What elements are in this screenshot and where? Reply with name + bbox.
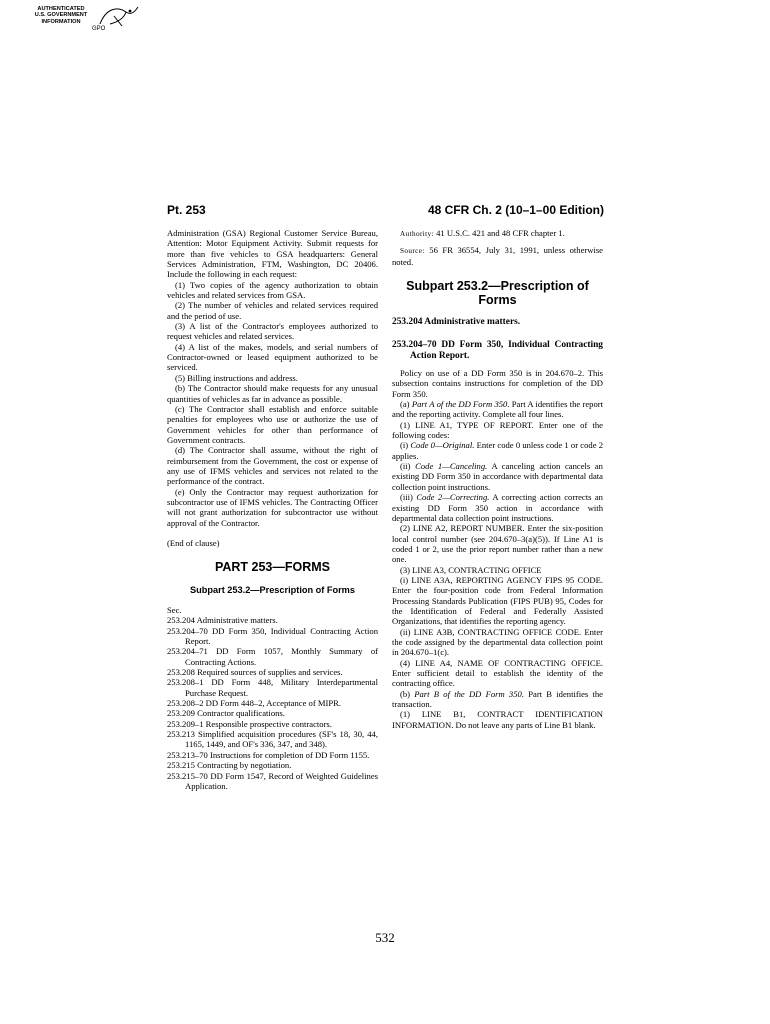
section-heading: 253.204–70 DD Form 350, Individual Contracting Action Report. [392, 340, 603, 362]
paragraph-text: Part A identifies the report and the reporting activity. Complete all four lines. [392, 399, 604, 420]
paragraph: (e) Only the Contractor may request authorization for subcontractor use of IFMS vehicles. The Contracting Officer will not grant authorization for subcontractor use without approval of the Contractor. [167, 486, 378, 528]
paragraph: (ii) LINE A3B, CONTRACTING OFFICE CODE. Enter the code assigned by the departmental data collection point in 204.670–1(c). [392, 626, 603, 658]
paragraph [392, 689, 603, 710]
subpart-title: Subpart 253.2—Prescription of Forms [406, 279, 589, 308]
running-header-part: Pt. 253 [167, 203, 206, 217]
end-of-clause: (End of clause) [167, 537, 220, 548]
source-note [392, 245, 603, 267]
page-number: 532 [375, 930, 395, 945]
toc-entry[interactable]: 253.213–70 Instructions for completion of DD Form 1155. [167, 749, 370, 760]
paragraph [392, 492, 603, 523]
paragraph: Administration (GSA) Regional Customer Service Bureau, Attention: Motor Equipment Activity. Submit requests for more than five vehicles to GSA headquarters: General Services Administration, FTM, Washington, DC 20406. Include the following in each request: [167, 228, 378, 280]
right-column [392, 228, 603, 730]
paragraph-prefix: (iii) [400, 492, 417, 503]
paragraph [392, 399, 603, 420]
toc-entry[interactable]: 253.208 Required sources of supplies and services. [167, 667, 343, 678]
gpo-logo-line: INFORMATION [41, 18, 81, 25]
paragraph: (3) LINE A3, CONTRACTING OFFICE [400, 564, 542, 575]
toc-entry[interactable]: 253.215 Contracting by negotiation. [167, 760, 292, 771]
toc-entry[interactable]: 253.204–70 DD Form 350, Individual Contracting Action Report. [167, 625, 378, 647]
paragraph-heading: Part A of the DD Form 350. [411, 399, 510, 410]
left-column [167, 228, 378, 791]
paragraph-prefix: (b) [400, 688, 415, 699]
toc-entry[interactable]: 253.215–70 DD Form 1547, Record of Weighted Guidelines Application. [167, 770, 378, 791]
paragraph: (1) LINE A1, TYPE OF REPORT. Enter one of the following codes: [392, 419, 603, 441]
gpo-logo-line: U.S. GOVERNMENT [34, 12, 88, 19]
paragraph: (d) The Contractor shall assume, without the right of reimbursement from the Government, the cost or expense of any use of IFMS vehicles and services not related to the performance of the contract. [167, 445, 378, 487]
paragraph-text: A canceling action cancels an existing DD Form 350 in accordance with departmental data collection point instructions. [392, 461, 603, 492]
toc-entry[interactable]: 253.209 Contractor qualifications. [167, 708, 285, 719]
source-label: Source: [400, 247, 425, 256]
gpo-logo-text [30, 6, 92, 25]
authority-text: 41 U.S.C. 421 and 48 CFR chapter 1. [436, 228, 565, 238]
section-heading: 253.204 Administrative matters. [392, 317, 521, 328]
paragraph [392, 440, 603, 461]
paragraph: (2) LINE A2, REPORT NUMBER. Enter the six-position local control number (see 204.670–3(a)(5)). If Line A1 is coded 1 or 2, use the prior report number rather than a new one. [392, 523, 603, 565]
toc-subpart-title: Subpart 253.2—Prescription of Forms [190, 584, 355, 595]
paragraph-heading: Code 2—Correcting. [416, 492, 490, 503]
running-header-title: 48 CFR Ch. 2 (10–1–00 Edition) [427, 203, 604, 217]
paragraph [392, 461, 603, 492]
toc-entry[interactable]: 253.208–2 DD Form 448–2, Acceptance of MIPR. [167, 698, 342, 709]
toc-sec-label: Sec. [167, 605, 182, 615]
paragraph-prefix: (ii) [400, 461, 416, 472]
paragraph-heading: Code 1—Canceling. [415, 461, 488, 472]
toc-entry[interactable]: 253.204–71 DD Form 1057, Monthly Summary of Contracting Actions. [167, 646, 378, 667]
gpo-logo-line: AUTHENTICATED [37, 6, 85, 12]
paragraph: (1) LINE B1, CONTRACT IDENTIFICATION INFORMATION. Do not leave any parts of Line B1 blank. [392, 709, 603, 730]
paragraph-text: Part B identifies the transaction. [392, 688, 604, 710]
gpo-mark: GPO [92, 26, 106, 32]
paragraph-prefix: (a) [400, 399, 412, 410]
paragraph: (5) Billing instructions and address. [175, 372, 298, 383]
paragraph-text: Enter code 0 unless code 1 or code 2 applies. [392, 440, 604, 461]
toc-entry[interactable]: 253.204 Administrative matters. [167, 615, 278, 626]
paragraph-heading: Code 0—Original. [410, 440, 475, 451]
paragraph: (4) A list of the makes, models, and serial numbers of Contractor-owned or leased equipment authorized to be serviced. [167, 341, 378, 373]
paragraph: Policy on use of a DD Form 350 is in 204.670–2. This subsection contains instructions for completion of the DD Form 350. [392, 368, 603, 399]
gpo-authentication-logo [30, 4, 142, 44]
paragraph: (1) Two copies of the agency authorization to obtain vehicles and related services from GSA. [167, 279, 378, 301]
paragraph: (c) The Contractor shall establish and enforce suitable penalties for employees who use or authorize the use of Government vehicles for other than performance of Government contracts. [167, 403, 378, 445]
authority-label: Authority: [400, 230, 434, 238]
paragraph: (2) The number of vehicles and related services required and the period of use. [167, 300, 378, 321]
part-title: PART 253—FORMS [214, 560, 331, 575]
toc-entry[interactable]: 253.209–1 Responsible prospective contractors. [167, 718, 332, 729]
paragraph-prefix: (i) [400, 440, 411, 451]
paragraph: (b) The Contractor should make requests for any unusual quantities of vehicles as far in advance as possible. [167, 383, 378, 404]
paragraph-text: A correcting action corrects an existing DD Form 350 action in accordance with departmental data collection point instructions. [392, 492, 603, 523]
toc-entry[interactable]: 253.213 Simplified acquisition procedures (SF's 18, 30, 44, 1165, 1449, and OF's 336, 347, and 348). [167, 729, 378, 750]
paragraph-heading: Part B of the DD Form 350. [414, 688, 524, 699]
paragraph: (i) LINE A3A, REPORTING AGENCY FIPS 95 CODE. Enter the four-position code from Federal Information Processing Standards Publication (FIPS PUB) 95, Codes for the Identification of Federal and Federally Assisted Organizations, that identifies the reporting agency. [392, 574, 603, 627]
paragraph: (3) A list of the Contractor's employees authorized to request vehicles and related services. [167, 321, 378, 342]
source-text: 56 FR 36554, July 31, 1991, unless otherwise noted. [392, 245, 603, 267]
toc-entry[interactable]: 253.208–1 DD Form 448, Military Interdepartmental Purchase Request. [167, 677, 378, 698]
paragraph: (4) LINE A4, NAME OF CONTRACTING OFFICE. Enter sufficient detail to establish the identity of the contracting office. [392, 657, 603, 689]
authority-note [392, 228, 603, 239]
